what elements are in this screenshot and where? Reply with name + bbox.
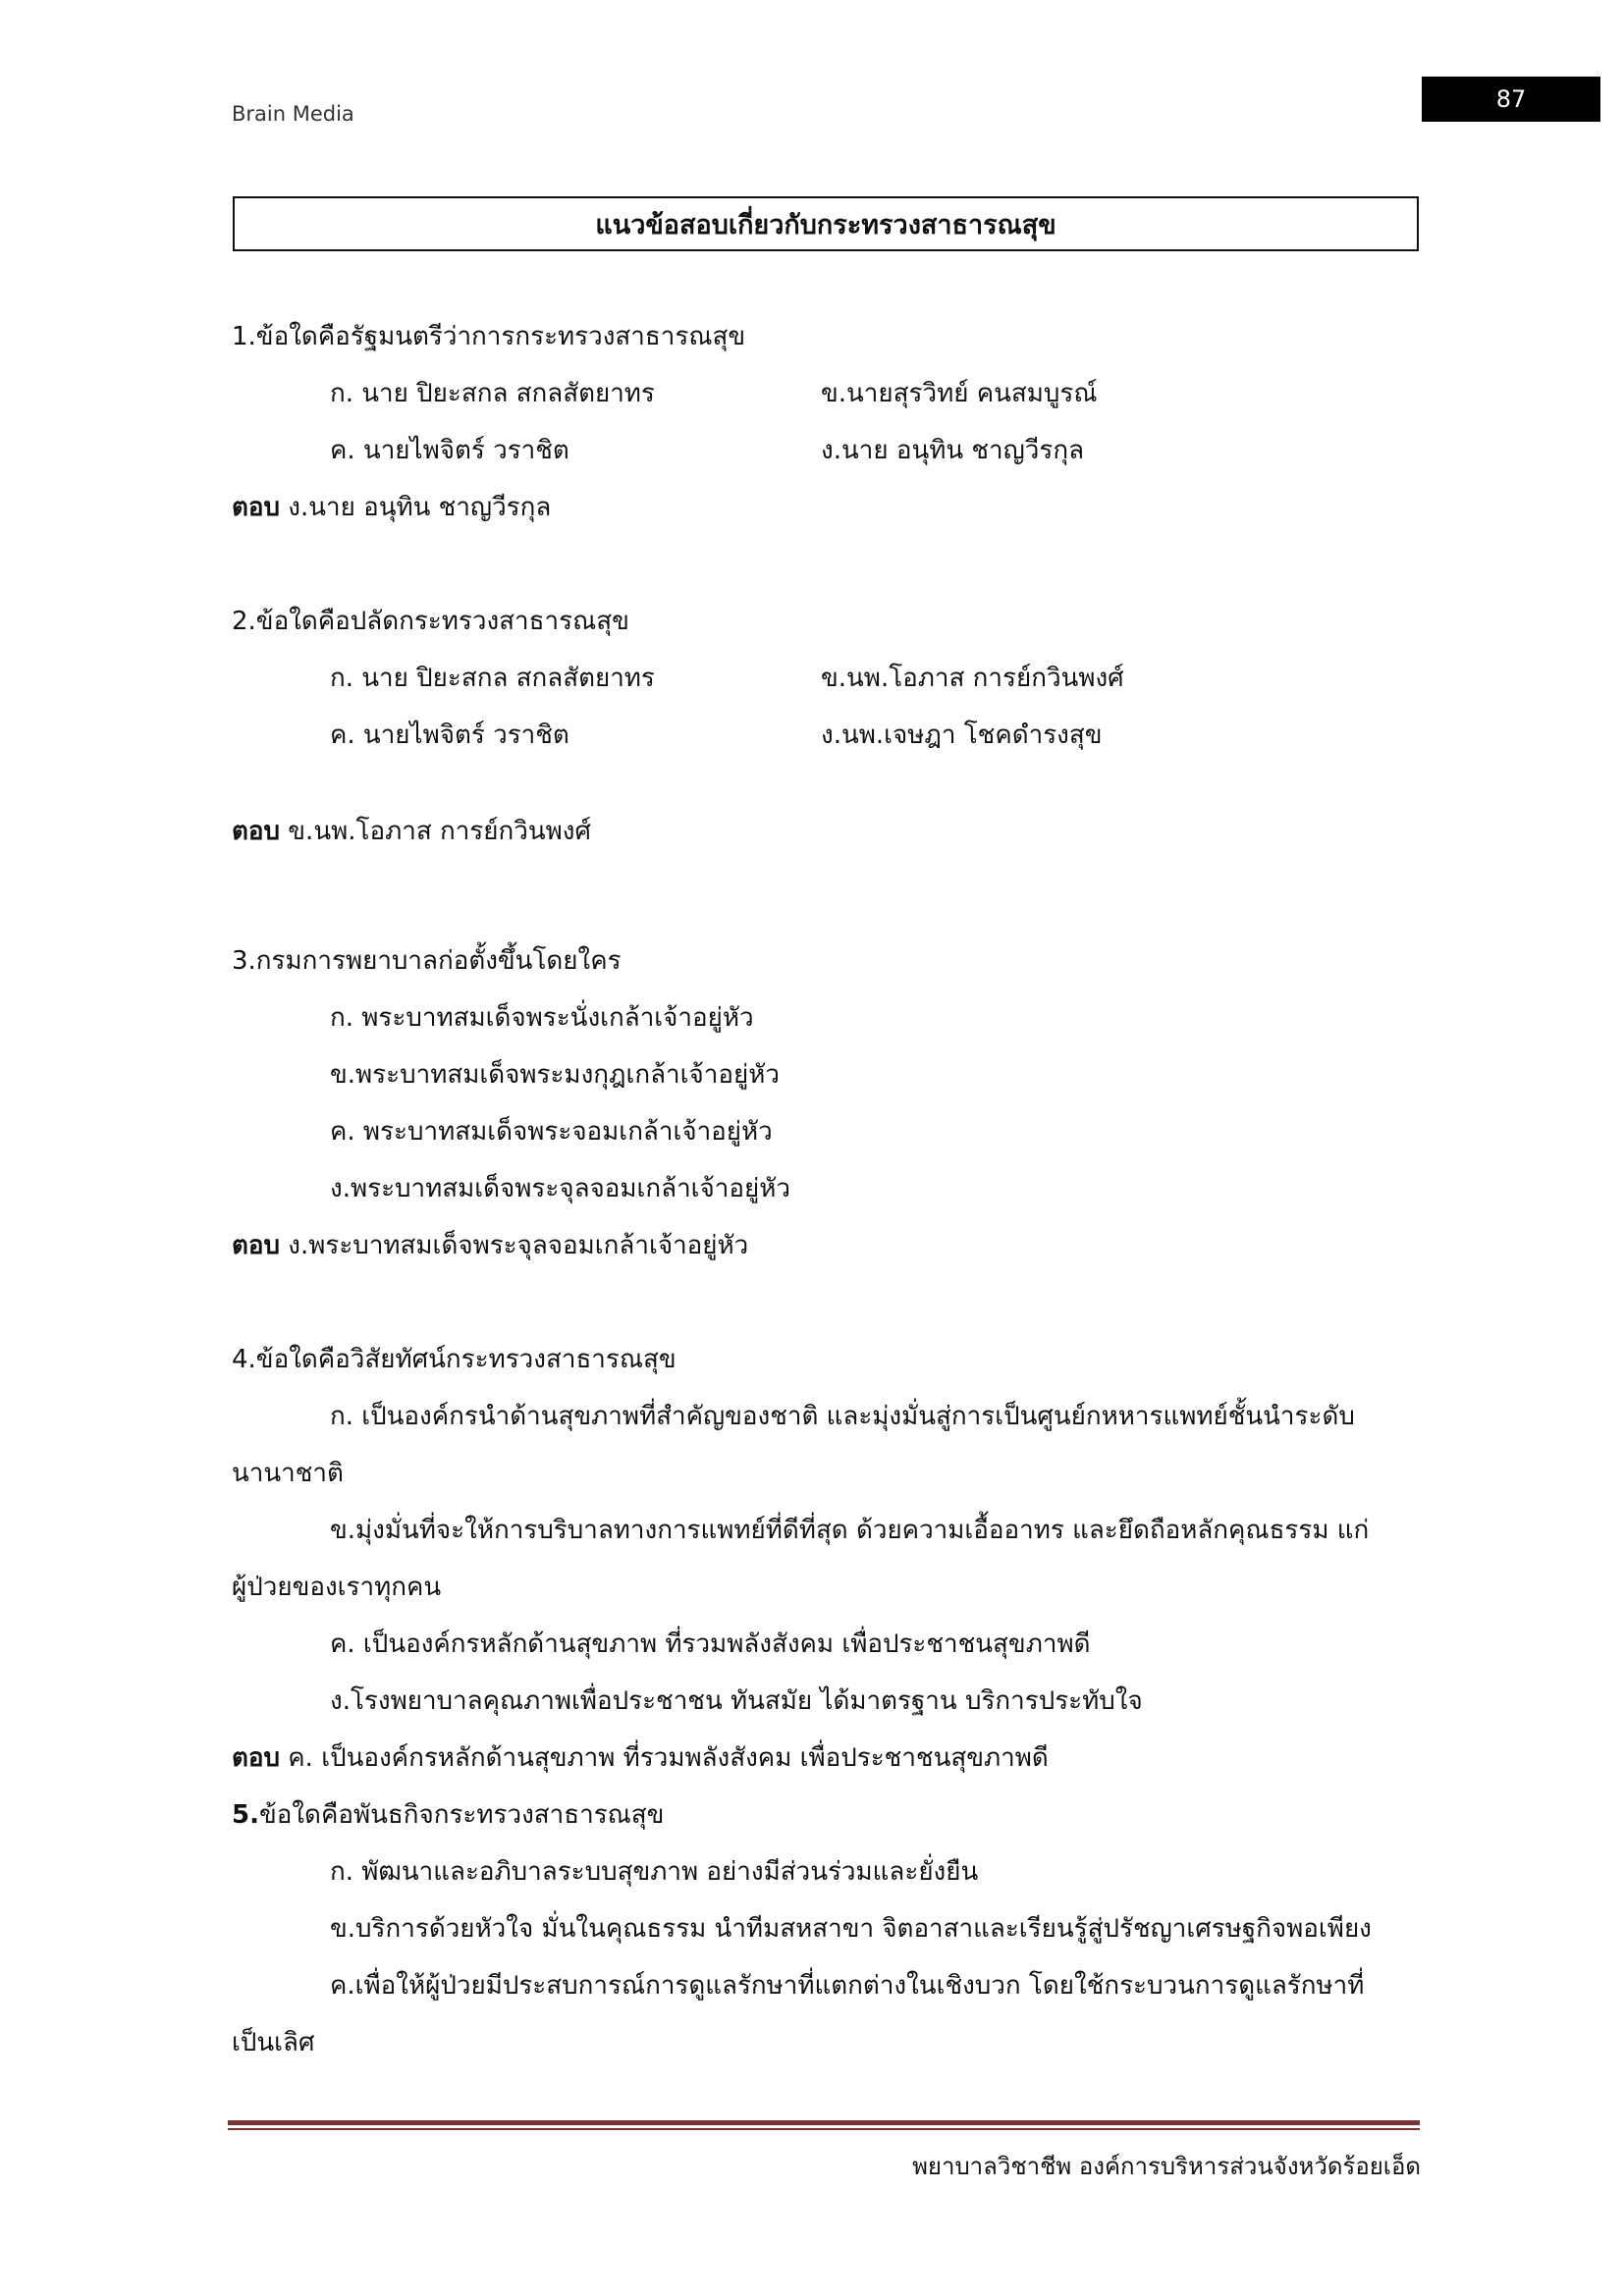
q4-option-b-line2: ผู้ป่วยของเราทุกคน <box>232 1573 442 1602</box>
q5-option-a: ก. พัฒนาและอภิบาลระบบสุขภาพ อย่างมีส่วนร่วมและยั่งยืน <box>330 1857 979 1887</box>
q1-option-d: ง.นาย อนุทิน ชาญวีรกุล <box>821 436 1085 465</box>
footer-rule <box>228 2120 1420 2125</box>
question-4: 4.ข้อใดคือวิสัยทัศน์กระทรวงสาธารณสุข <box>232 1345 677 1374</box>
question-number: 5. <box>232 1800 259 1830</box>
brand-header: Brain Media <box>232 102 354 126</box>
question-text: ข้อใดคือพันธกิจกระทรวงสาธารณสุข <box>258 1800 665 1830</box>
q3-option-d: ง.พระบาทสมเด็จพระจุลจอมเกล้าเจ้าอยู่หัว <box>330 1174 790 1203</box>
q2-option-d: ง.นพ.เจษฎา โชคดำรงสุข <box>821 721 1103 750</box>
question-1: 1.ข้อใดคือรัฐมนตรีว่าการกระทรวงสาธารณสุข <box>232 322 746 351</box>
answer-text: ง.นาย อนุทิน ชาญวีรกุล <box>288 493 552 522</box>
q3-option-a: ก. พระบาทสมเด็จพระนั่งเกล้าเจ้าอยู่หัว <box>330 1003 754 1033</box>
answer-text: ง.พระบาทสมเด็จพระจุลจอมเกล้าเจ้าอยู่หัว <box>288 1231 749 1260</box>
page-number: 87 <box>1422 77 1600 122</box>
q1-answer <box>232 491 551 524</box>
q1-option-a: ก. นาย ปิยะสกล สกลสัตยาทร <box>330 379 655 408</box>
q4-option-d: ง.โรงพยาบาลคุณภาพเพื่อประชาชน ทันสมัย ได้มาตรฐาน บริการประทับใจ <box>330 1686 1143 1716</box>
answer-label: ตอบ <box>232 817 281 846</box>
footer-text: พยาบาลวิชาชีพ องค์การบริหารส่วนจังหวัดร้อยเอ็ด <box>912 2153 1421 2180</box>
answer-label: ตอบ <box>232 1231 281 1260</box>
q3-option-b: ข.พระบาทสมเด็จพระมงกุฎเกล้าเจ้าอยู่หัว <box>330 1060 780 1090</box>
q2-answer <box>232 815 591 848</box>
q1-option-b: ข.นายสุรวิทย์ คนสมบูรณ์ <box>821 379 1098 408</box>
q3-option-c: ค. พระบาทสมเด็จพระจอมเกล้าเจ้าอยู่หัว <box>330 1117 773 1147</box>
q2-option-c: ค. นายไพจิตร์ วราชิต <box>330 721 569 750</box>
q4-answer <box>232 1741 1049 1775</box>
answer-text: ข.นพ.โอภาส การย์กวินพงศ์ <box>288 817 591 846</box>
q5-option-c-line2: เป็นเลิศ <box>232 2028 315 2057</box>
question-3: 3.กรมการพยาบาลก่อตั้งขึ้นโดยใคร <box>232 946 622 976</box>
q1-option-c: ค. นายไพจิตร์ วราชิต <box>330 436 569 465</box>
q2-option-a: ก. นาย ปิยะสกล สกลสัตยาทร <box>330 664 655 693</box>
q4-option-c: ค. เป็นองค์กรหลักด้านสุขภาพ ที่รวมพลังสังคม เพื่อประชาชนสุขภาพดี <box>330 1629 1091 1659</box>
question-2: 2.ข้อใดคือปลัดกระทรวงสาธารณสุข <box>232 607 629 636</box>
q4-option-a-line1: ก. เป็นองค์กรนำด้านสุขภาพที่สำคัญของชาติ และมุ่งมั่นสู่การเป็นศูนย์กหหารแพทย์ชั้นนำระดับ <box>330 1402 1355 1431</box>
q4-option-a-line2: นานาชาติ <box>232 1459 344 1488</box>
answer-text: ค. เป็นองค์กรหลักด้านสุขภาพ ที่รวมพลังสังคม เพื่อประชาชนสุขภาพดี <box>288 1743 1049 1773</box>
footer-rule-thin <box>228 2128 1420 2130</box>
q2-option-b: ข.นพ.โอภาส การย์กวินพงศ์ <box>821 664 1124 693</box>
q5-option-b: ข.บริการด้วยหัวใจ มั่นในคุณธรรม นำทีมสหสาขา จิตอาสาและเรียนรู้สู่ปรัชญาเศรษฐกิจพอเพียง <box>330 1914 1372 1944</box>
question-5 <box>232 1798 664 1832</box>
page-title: แนวข้อสอบเกี่ยวกับกระทรวงสาธารณสุข <box>233 196 1419 251</box>
q5-option-c-line1: ค.เพื่อให้ผู้ป่วยมีประสบการณ์การดูแลรักษาที่แตกต่างในเชิงบวก โดยใช้กระบวนการดูแลรักษาที่ <box>330 1971 1365 2001</box>
answer-label: ตอบ <box>232 1743 281 1773</box>
answer-label: ตอบ <box>232 493 281 522</box>
q3-answer <box>232 1229 748 1262</box>
q4-option-b-line1: ข.มุ่งมั่นที่จะให้การบริบาลทางการแพทย์ที่ดีที่สุด ด้วยความเอื้ออาทร และยึดถือหลักคุณธรรม แก่ <box>330 1516 1370 1545</box>
